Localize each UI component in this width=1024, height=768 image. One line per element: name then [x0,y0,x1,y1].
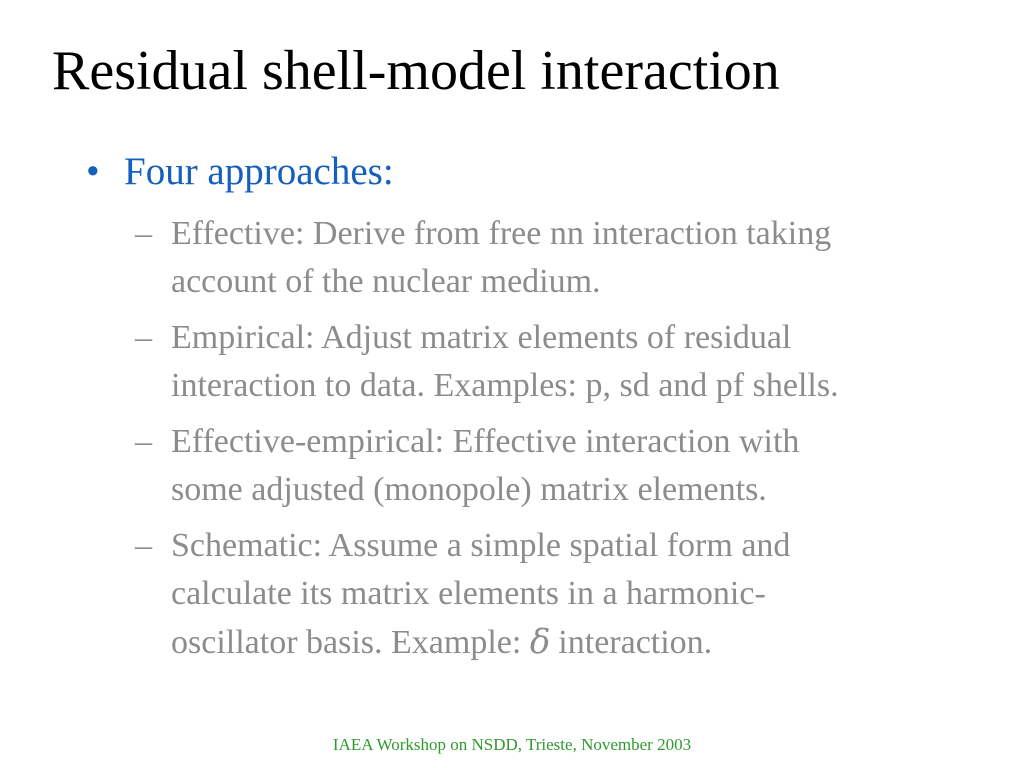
sub-bullet-text: oscillator basis. Example: [171,624,530,661]
sub-bullet-line: some adjusted (monopole) matrix elements. [171,471,767,508]
sub-bullet-line: interaction to data. Examples: p, sd and pf shells. [171,367,839,404]
dash-symbol: – [135,319,152,356]
slide-footer: IAEA Workshop on NSDD, Trieste, November 2003 [332,735,692,754]
bullet-point [86,148,394,196]
dash-symbol: – [135,215,152,252]
sub-bullet-schematic [135,522,995,667]
sub-bullet-text: interaction. [558,624,713,661]
sub-bullet-line: Empirical: Adjust matrix elements of residual [171,319,792,356]
sub-bullet-line-last [171,618,995,667]
sub-bullet-list [135,210,995,675]
sub-bullet-line: Effective-empirical: Effective interaction with [171,423,800,460]
bullet-text: Four approaches: [124,150,394,193]
sub-bullet-line: Schematic: Assume a simple spatial form and [171,527,791,564]
sub-bullet-effective-empirical [135,418,995,514]
delta-symbol: δ [529,622,551,662]
dash-symbol: – [135,423,152,460]
sub-bullet-empirical [135,314,995,410]
sub-bullet-line: Effective: Derive from free nn interaction taking [171,215,832,252]
sub-bullet-line: account of the nuclear medium. [171,263,601,300]
bullet-symbol: • [86,150,100,193]
sub-bullet-effective [135,210,995,306]
slide-title: Residual shell-model interaction [52,40,780,102]
dash-symbol: – [135,527,152,564]
sub-bullet-line: calculate its matrix elements in a harmonic- [171,575,766,612]
